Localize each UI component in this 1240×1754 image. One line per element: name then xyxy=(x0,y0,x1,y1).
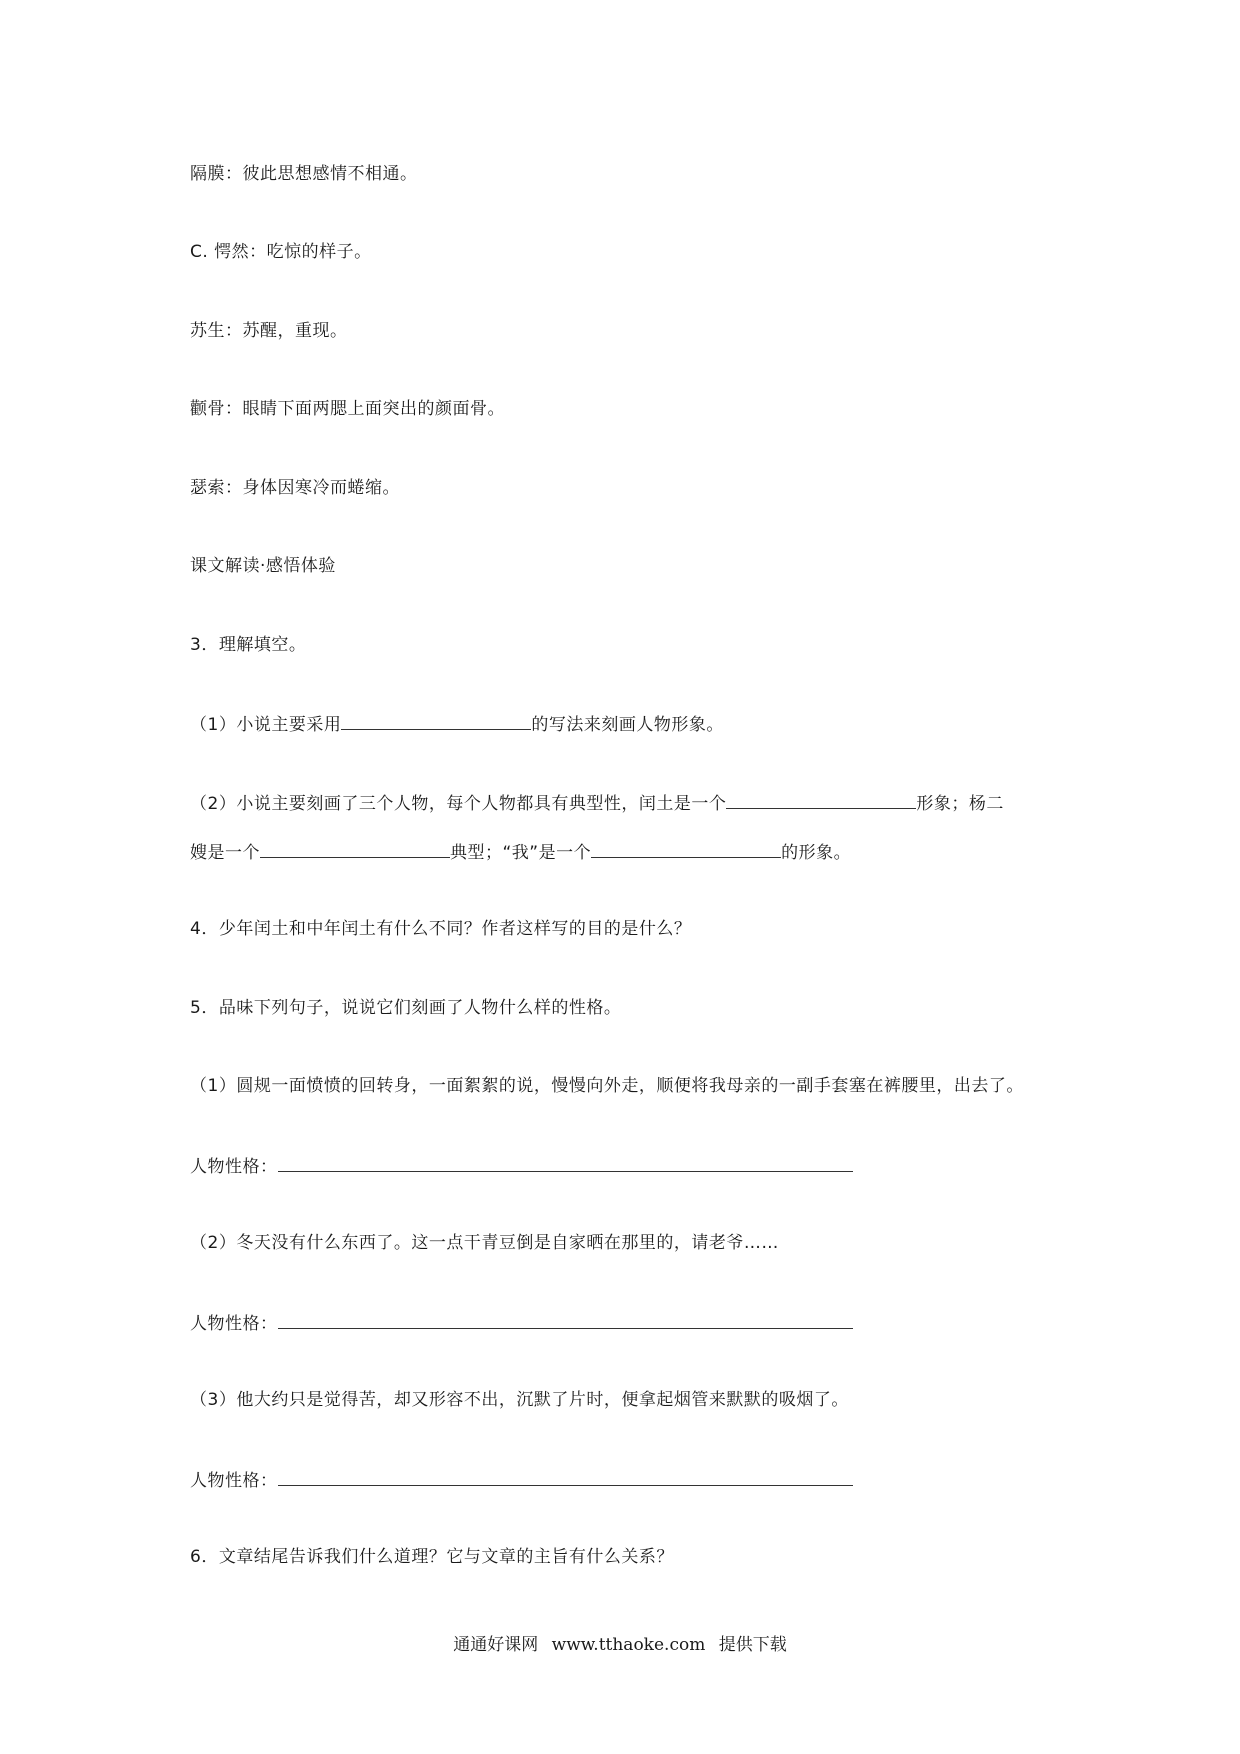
question-4: 4．少年闰土和中年闰土有什么不同？作者这样写的目的是什么？ xyxy=(190,919,692,939)
q3-2-text-e: 的形象。 xyxy=(781,843,852,863)
page-footer xyxy=(0,1633,1240,1657)
character-label-2: 人物性格： xyxy=(190,1314,278,1334)
footer-site-name: 通通好课网 xyxy=(453,1635,539,1655)
fill-blank-4[interactable] xyxy=(591,839,781,858)
text-line-2: C. 愕然：吃惊的样子。 xyxy=(190,242,372,262)
text-line-4: 颧骨：眼睛下面两腮上面突出的颜面骨。 xyxy=(190,399,505,419)
answer-blank-3[interactable] xyxy=(278,1467,853,1486)
q3-2-text-b: 形象；杨二 xyxy=(916,794,1004,814)
fill-blank-3[interactable] xyxy=(260,839,450,858)
text-line-1: 隔膜：彼此思想感情不相通。 xyxy=(190,164,418,184)
character-answer-1 xyxy=(190,1153,853,1179)
q3-2-text-c: 嫂是一个 xyxy=(190,843,260,863)
question-5-item-2: （2）冬天没有什么东西了。这一点干青豆倒是自家晒在那里的，请老爷…… xyxy=(190,1233,779,1253)
character-answer-3 xyxy=(190,1467,853,1493)
answer-blank-2[interactable] xyxy=(278,1310,853,1329)
character-label-3: 人物性格： xyxy=(190,1471,278,1491)
question-3-item-2 xyxy=(190,790,1004,816)
q3-2-text-d: 典型；“我”是一个 xyxy=(450,843,592,863)
fill-blank-2[interactable] xyxy=(726,790,916,809)
text-line-3: 苏生：苏醒，重现。 xyxy=(190,321,348,341)
question-3-item-1 xyxy=(190,711,724,737)
question-5-item-3: （3）他大约只是觉得苦，却又形容不出，沉默了片时，便拿起烟管来默默的吸烟了。 xyxy=(190,1390,849,1410)
answer-blank-1[interactable] xyxy=(278,1153,853,1172)
text-line-5: 瑟索：身体因寒冷而蜷缩。 xyxy=(190,478,400,498)
question-5: 5．品味下列句子，说说它们刻画了人物什么样的性格。 xyxy=(190,998,622,1018)
q3-2-text-a: （2）小说主要刻画了三个人物，每个人物都具有典型性，闰土是一个 xyxy=(190,794,727,814)
fill-blank-1[interactable] xyxy=(341,711,531,730)
q3-1-text-b: 的写法来刻画人物形象。 xyxy=(531,715,724,735)
footer-suffix: 提供下载 xyxy=(718,1635,787,1655)
character-answer-2 xyxy=(190,1310,853,1336)
question-6: 6．文章结尾告诉我们什么道理？它与文章的主旨有什么关系？ xyxy=(190,1547,674,1567)
question-3: 3．理解填空。 xyxy=(190,635,307,655)
character-label-1: 人物性格： xyxy=(190,1157,278,1177)
q3-1-text-a: （1）小说主要采用 xyxy=(190,715,342,735)
question-5-item-1: （1）圆规一面愤愤的回转身，一面絮絮的说，慢慢向外走，顺便将我母亲的一副手套塞在裤腰里，出去了。 xyxy=(190,1076,1024,1096)
question-3-item-2-cont xyxy=(190,839,851,865)
footer-url[interactable]: www.tthaoke.com xyxy=(551,1635,706,1655)
section-heading: 课文解读·感悟体验 xyxy=(190,556,336,576)
